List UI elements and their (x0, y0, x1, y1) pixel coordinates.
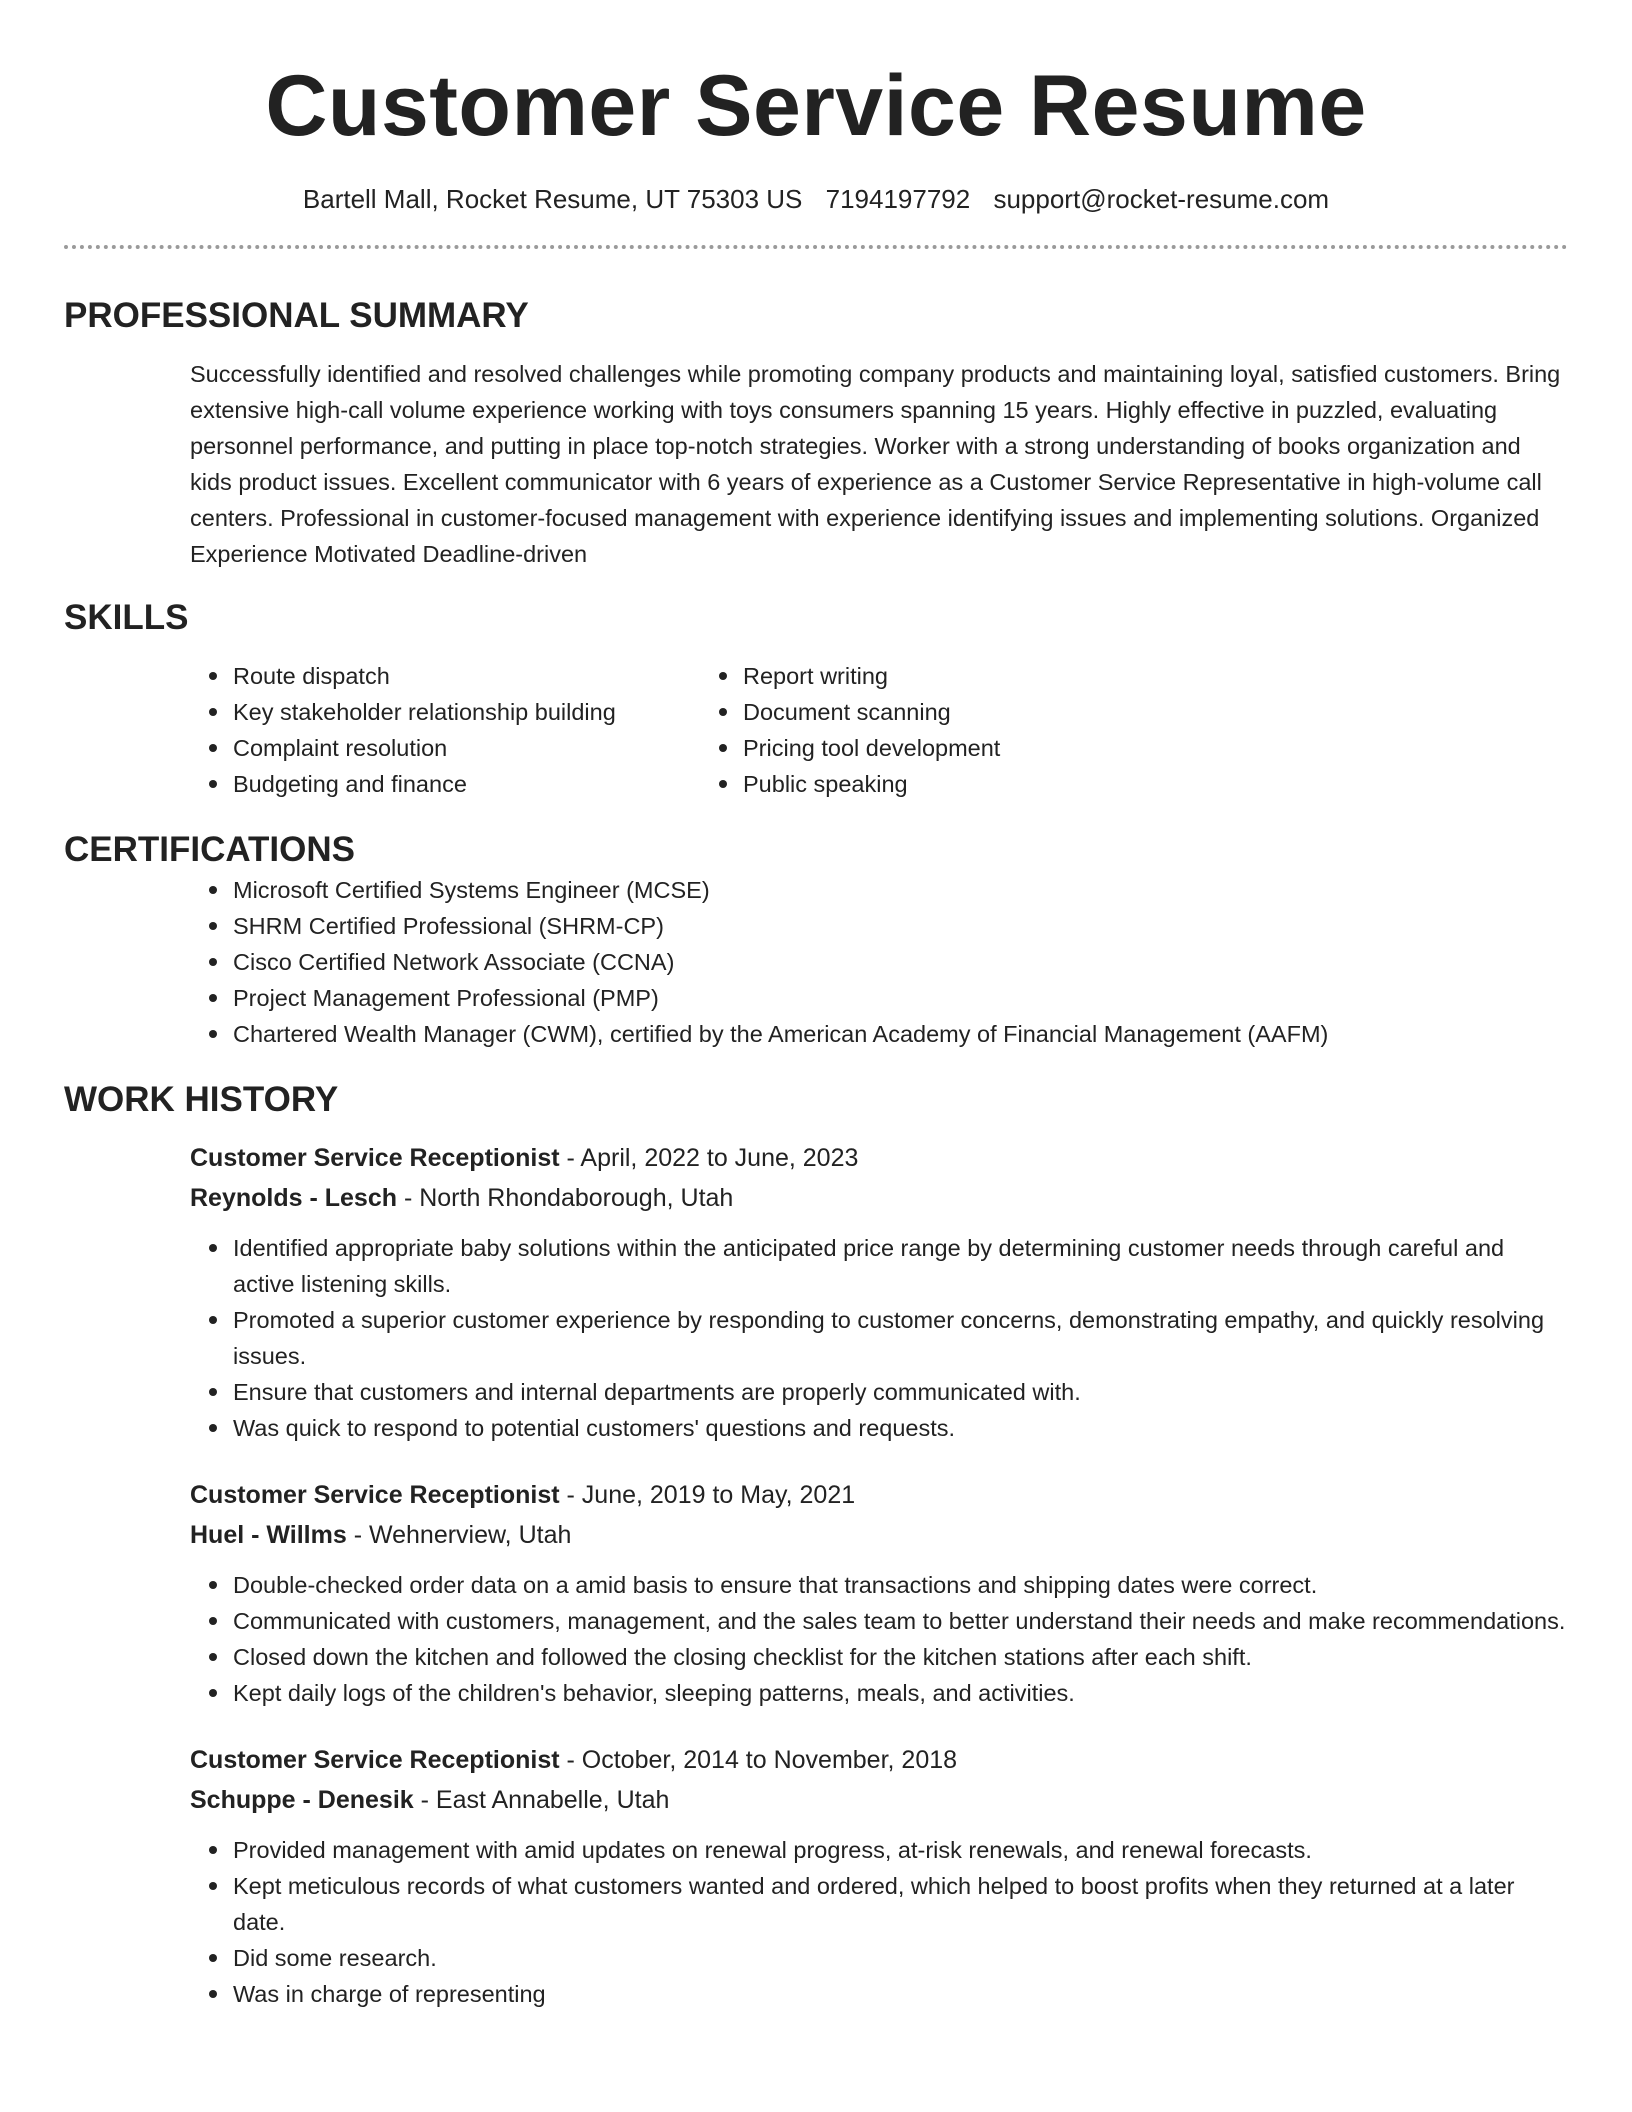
job-title-line (190, 1475, 1568, 1515)
job-company: Huel - Willms (190, 1521, 347, 1549)
job-title: Customer Service Receptionist (190, 1481, 560, 1509)
contact-address: Bartell Mall, Rocket Resume, UT 75303 US (302, 184, 803, 214)
job-company: Reynolds - Lesch (190, 1184, 397, 1212)
skill-item: Pricing tool development (743, 730, 1000, 766)
job-bullet: Promoted a superior customer experience by responding to customer concerns, demonstrating empathy, and quickly resolving issues. (233, 1302, 1568, 1374)
skills-column-right (743, 658, 1000, 802)
job-bullet: Kept meticulous records of what customers wanted and ordered, which helped to boost profits when they returned at a later date. (233, 1868, 1568, 1940)
job-bullet: Provided management with amid updates on renewal progress, at-risk renewals, and renewal forecasts. (233, 1832, 1568, 1868)
job-entry (190, 1475, 1568, 1711)
certification-item: Microsoft Certified Systems Engineer (MCSE) (233, 872, 1568, 908)
job-dates: - April, 2022 to June, 2023 (559, 1144, 859, 1172)
job-company-line (190, 1515, 1568, 1555)
job-entry (190, 1740, 1568, 2012)
job-bullets (190, 1832, 1568, 2012)
contact-phone: 7194197792 (825, 184, 971, 214)
resume-title: Customer Service Resume (265, 58, 1367, 154)
summary-text: Successfully identified and resolved challenges while promoting company products and maintaining loyal, satisfied customers. Bring extensive high-call volume experience working with toys consumers spanning 15 years. Highly effective in puzzled, evaluating personnel performance, and putting in place top-notch strategies. Worker with a strong understanding of books organization and kids product issues. Excellent communicator with 6 years of experience as a Customer Service Representative in high-volume call centers. Professional in customer-focused management with experience identifying issues and implementing solutions. Organized Experience Motivated Deadline-driven (190, 361, 1561, 567)
skill-item: Budgeting and finance (233, 766, 743, 802)
job-bullet: Identified appropriate baby solutions within the anticipated price range by determining customer needs through careful and active listening skills. (233, 1230, 1568, 1302)
contact-email[interactable]: support@rocket-resume.com (993, 184, 1330, 214)
job-company-line (190, 1178, 1568, 1218)
skills-column-left (64, 658, 743, 802)
job-company: Schuppe - Denesik (190, 1786, 414, 1814)
job-bullets (190, 1567, 1568, 1711)
skill-item: Document scanning (743, 694, 1000, 730)
certification-item: SHRM Certified Professional (SHRM-CP) (233, 908, 1568, 944)
job-bullet: Did some research. (233, 1940, 1568, 1976)
job-title-line (190, 1740, 1568, 1780)
skill-item: Public speaking (743, 766, 1000, 802)
skill-item: Route dispatch (233, 658, 743, 694)
resume-page (64, 0, 1568, 2012)
skills-list (64, 658, 1568, 802)
job-dates: - June, 2019 to May, 2021 (559, 1481, 856, 1509)
certifications-heading: CERTIFICATIONS (64, 830, 356, 869)
job-bullets (190, 1230, 1568, 1446)
job-bullet: Ensure that customers and internal departments are properly communicated with. (233, 1374, 1568, 1410)
skill-item: Report writing (743, 658, 1000, 694)
summary-heading: PROFESSIONAL SUMMARY (64, 296, 529, 335)
certification-item: Cisco Certified Network Associate (CCNA) (233, 944, 1568, 980)
job-bullet: Closed down the kitchen and followed the closing checklist for the kitchen stations after each shift. (233, 1639, 1568, 1675)
job-bullet: Communicated with customers, management, and the sales team to better understand their needs and make recommendations. (233, 1603, 1568, 1639)
skills-heading: SKILLS (64, 598, 189, 637)
job-title-line (190, 1138, 1568, 1178)
job-title: Customer Service Receptionist (190, 1746, 560, 1774)
certification-item: Chartered Wealth Manager (CWM), certified by the American Academy of Financial Management (AAFM) (233, 1016, 1568, 1052)
job-entry (190, 1138, 1568, 1446)
job-location: - North Rhondaborough, Utah (397, 1184, 734, 1212)
header-divider (64, 245, 1568, 249)
job-dates: - October, 2014 to November, 2018 (559, 1746, 958, 1774)
job-bullet: Double-checked order data on a amid basis to ensure that transactions and shipping dates were correct. (233, 1567, 1568, 1603)
work-history-heading: WORK HISTORY (64, 1080, 339, 1119)
job-location: - East Annabelle, Utah (413, 1786, 670, 1814)
job-title: Customer Service Receptionist (190, 1144, 560, 1172)
contact-line (64, 182, 1568, 216)
job-company-line (190, 1780, 1568, 1820)
certifications-list (64, 872, 1568, 1052)
certification-item: Project Management Professional (PMP) (233, 980, 1568, 1016)
job-location: - Wehnerview, Utah (346, 1521, 572, 1549)
skill-item: Complaint resolution (233, 730, 743, 766)
skill-item: Key stakeholder relationship building (233, 694, 743, 730)
job-bullet: Was in charge of representing (233, 1976, 1568, 2012)
job-bullet: Kept daily logs of the children's behavior, sleeping patterns, meals, and activities. (233, 1675, 1568, 1711)
job-bullet: Was quick to respond to potential customers' questions and requests. (233, 1410, 1568, 1446)
